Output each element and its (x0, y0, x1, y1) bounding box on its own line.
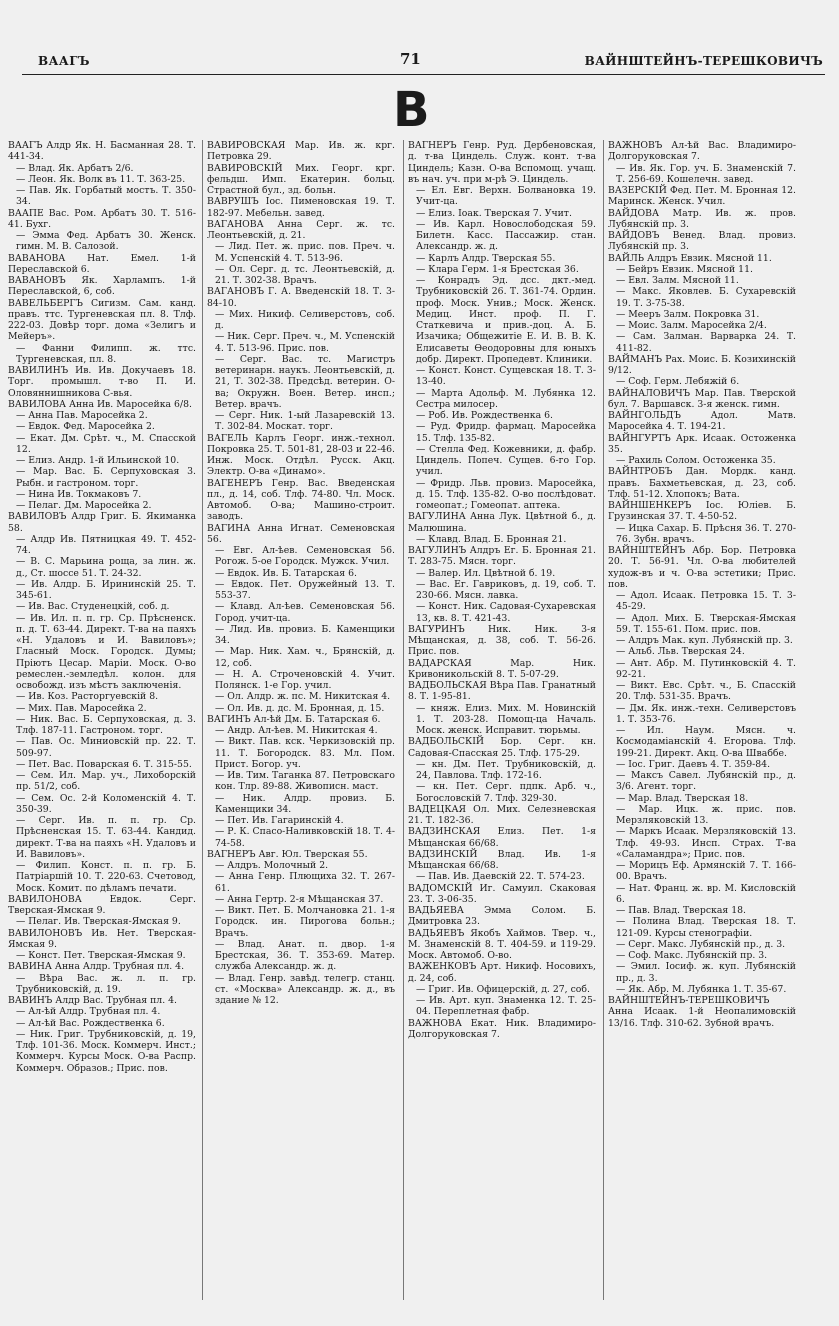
directory-entry: — Пав. Як. Горбатый мостъ. Т. 350-34. (16, 185, 196, 208)
directory-entry: — Рахиль Солом. Остоженка 35. (616, 455, 776, 466)
directory-entry: ВАГУЛИНА Анна Лук. Цвѣтной б., д. Малюшина. (408, 511, 596, 534)
directory-entry: ВАГАНОВЪ Г. А. Введенскiй 18. Т. 3-84-10. (207, 286, 395, 309)
directory-entry: — Ал-ѣй Вас. Рождественка 6. (16, 1017, 165, 1029)
directory-entry: — Алдръ Мак. куп. Лубянскiй пр. 3. (616, 635, 793, 646)
directory-entry: — Лид. Пет. ж. прис. пов. Преч. ч. М. Успенскiй 4. Т. 513-96. (215, 241, 395, 264)
directory-entry: — Ив. Ил. п. п. гр. Ср. Прѣсненск. п. д. Т. 63-44. Директ. Т-ва на паяхъ «Н. Удаловъ и И. Вавиловъ»; Гласный Моск. Городск. Думы; Прiютъ Цесар. Марiи. Моск. О-во ремеслен.-земледѣл. колон. для освобожд. изъ мѣстъ заключенiя. (16, 612, 196, 691)
directory-entry: — Серг. Макс. Лубянскiй пр., д. 3. (616, 938, 786, 950)
directory-entry: — Влад. Як. Арбатъ 2/6. (16, 162, 134, 174)
directory-entry: — Макс. Яковлев. Б. Сухаревскiй 19. Т. 3-75-38. (616, 286, 796, 309)
directory-entry: — Сем. Ос. 2-й Коломенскiй 4. Т. 350-39. (16, 792, 196, 815)
directory-entry: — Ал-ѣй Алдр. Трубная пл. 4. (16, 1006, 161, 1018)
directory-entry: ВАВИРОВСКАЯ Мар. Ив. ж. крг. Петровка 29. (207, 140, 395, 163)
directory-column-2 (207, 140, 395, 1300)
directory-entry: — Алдр Ив. Пятницкая 49. Т. 452-74. (16, 533, 196, 556)
directory-entry: ВАЙНТРОБЪ Дан. Мордк. канд. правъ. Бахметьевская, д. 23, соб. Тлф. 51-12. Хлопокъ; Вата. (608, 466, 796, 500)
directory-entry: — Карлъ Алдр. Тверская 55. (416, 252, 556, 264)
directory-entry: — Мих. Никиф. Селиверстовъ, соб. д. (215, 308, 395, 331)
directory-entry: — Полина Влад. Тверская 18. Т. 121-09. Курсы стенографiи. (616, 916, 796, 939)
directory-entry: — Як. Абр. М. Лубянка 1. Т. 35-67. (616, 983, 787, 995)
directory-entry: ВАЙНГУРТЪ Арк. Исаак. Остоженка 35. (608, 432, 796, 455)
directory-entry: — Пав. Влад. Тверская 18. (616, 905, 747, 916)
directory-entry: — Руд. Фридр. фармац. Маросейка 15. Тлф. 135-82. (416, 421, 596, 444)
directory-entry: ВАВИЛОВЪ Алдр Григ. Б. Якиманка 58. (8, 511, 196, 534)
directory-entry: — Анна Гертр. 2-я Мѣщанская 37. (215, 893, 384, 905)
directory-entry: — Соф. Макс. Лубянскiй пр. 3. (616, 950, 768, 961)
directory-entry: — Мих. Пав. Маросейка 2. (16, 702, 147, 714)
directory-entry: — Роб. Ив. Рождественка 6. (416, 410, 553, 421)
directory-entry: — Елиз. Iоак. Тверская 7. Учит. (416, 207, 572, 219)
directory-entry: — Ол. Серг. д. тс. Леонтьевскiй, д. 21. Т. 302-38. Врачъ. (215, 263, 395, 286)
directory-column-3 (408, 140, 596, 1300)
directory-entry: ВАДЬЯЕВЪ Якобъ Хаймов. Твер. ч., М. Знаменскiй 8. Т. 404-59. и 119-29. Моск. Автомоб. О-во. (408, 927, 596, 961)
directory-entry: — Пет. Ив. Гагаринскiй 4. (215, 815, 344, 826)
directory-entry: ВАВИЛИНЪ Ив. Ив. Докучаевъ 18. Торг. промышл. т-во П. И. Оловяннишникова С-вья. (8, 365, 196, 399)
directory-entry: — Пав. Ив. Даевскiй 22. Т. 574-23. (416, 871, 585, 883)
directory-entry: ВАГИНА Анна Игнат. Семеновская 56. (207, 522, 395, 545)
directory-entry: ВАВИЛОНОВА Евдок. Серг. Тверская-Ямская 9. (8, 893, 196, 916)
directory-entry: — Вѣра Вас. ж. л. п. гр. Трубниковскiй, д. 19. (16, 972, 196, 995)
directory-entry: — Мар. Ицк. ж. прис. пов. Мерзляковскiй 13. (616, 803, 796, 826)
directory-entry: ВАДЬЯЕВА Эмма Солом. Б. Дмитровка 23. (408, 905, 596, 928)
directory-entry: ВАЙНШЕНКЕРЪ Iос. Юлiев. Б. Грузинская 37. Т. 4-50-52. (608, 500, 796, 523)
directory-entry: ВАЖНОВЪ Ал-ѣй Вас. Владимиро-Долгоруковская 7. (608, 140, 796, 163)
directory-entry: ВАЙДОВЪ Венед. Влад. провиз. Лубянскiй пр. 3. (608, 230, 796, 253)
directory-entry: — Ник. Серг. Преч. ч., М. Успенскiй 4. Т. 513-96. Прис. пов. (215, 331, 395, 354)
directory-entry: — Елиз. Андр. 1-й Ильинской 10. (16, 455, 180, 466)
directory-entry: — Сам. Залман. Варварка 24. Т. 411-82. (616, 331, 796, 354)
directory-entry: ВАЗЕРСКIЙ Фед. Пет. М. Бронная 12. Маринск. Женск. Учил. (608, 185, 796, 208)
directory-entry: ВАГУРИНЪ Ник. Ник. 3-я Мѣщанская, д. 38, соб. Т. 56-26. Прис. пов. (408, 623, 596, 658)
directory-entry: — Максъ Савел. Лубянскiй пр., д. 3/6. Агент. торг. (616, 770, 796, 793)
directory-entry: ВАВЕЛЬБЕРГЪ Сигизм. Сам. канд. правъ. ттс. Тургеневская пл. 8. Тлф. 222-03. Довѣр торг. дома «Зелигъ и Мейеръ». (8, 297, 196, 343)
directory-entry: — Н. А. Строченовскiй 4. Учит. Полянск. 1-е Гор. учил. (215, 668, 395, 691)
directory-entry: — Евдок. Ив. Б. Татарская 6. (215, 567, 357, 579)
directory-entry: ВАГНЕРЪ Авг. Юл. Тверская 55. (207, 848, 368, 860)
directory-entry: — Валер. Ил. Цвѣтной б. 19. (416, 567, 556, 579)
directory-entry: ВАДБОЛЬСКIЙ Бор. Серг. кн. Садовая-Спасская 25. Тлф. 175-29. (408, 736, 596, 759)
directory-entry: — Пелаг. Дм. Маросейка 2. (16, 500, 152, 511)
directory-entry: — Мееръ Залм. Покровка 31. (616, 308, 760, 320)
directory-entry: — В. С. Марьина роща, за лин. ж. д., Ст. шоссе 51. Т. 24-32. (16, 556, 196, 579)
directory-entry: — Андр. Ал-ѣев. М. Никитская 4. (215, 725, 378, 736)
directory-entry: ВАГЕЛЬ Карлъ Георг. инж.-технол. Покровка 25. Т. 501-81, 28-03 и 22-46. Инж. Моск. Отдѣл. Русск. Акц. Электр. О-ва «Динамо». (207, 432, 395, 478)
column-divider (603, 140, 604, 1300)
directory-entry: — Ив. Коз. Расторгуевскiй 8. (16, 691, 159, 703)
directory-entry: — Ицка Сахар. Б. Прѣсня 36. Т. 270-76. Зубн. врачъ. (616, 522, 796, 545)
directory-entry: — Дм. Як. инж.-техн. Селиверстовъ 1. Т. 353-76. (616, 702, 796, 725)
directory-entry: ВАДОМСКIЙ Иг. Самуил. Скаковая 23. Т. 3-06-35. (408, 882, 596, 905)
directory-entry: ВАВАНОВЪ Як. Харлампъ. 1-й Переславской, 6, соб. (8, 275, 196, 298)
directory-entry: ВАЙМАНЪ Рах. Моис. Б. Козихинскiй 9/12. (608, 353, 796, 376)
directory-entry: — Р. К. Спасо-Наливковскiй 18. Т. 4-74-58. (215, 826, 395, 849)
directory-entry: — Эмил. Iосиф. ж. куп. Лубянскiй пр., д. 3. (616, 961, 796, 984)
directory-entry: — Ант. Абр. М. Путинковскiй 4. Т. 92-21. (616, 657, 796, 680)
directory-entry: ВАЙДОВА Матр. Ив. ж. пров. Лубянскiй пр. 3. (608, 207, 796, 230)
directory-entry: — Филип. Конст. п. п. гр. Б. Патрiаршiй 10. Т. 220-63. Счетовод, Моск. Комит. по дѣламъ печати. (16, 860, 196, 894)
directory-entry: — Клавд. Ал-ѣев. Семеновская 56. Город. учит-ца. (215, 601, 395, 624)
directory-entry: — Адол. Мих. Б. Тверская-Ямская 59. Т. 155-61. Пом. прис. пов. (616, 612, 796, 635)
directory-entry: — Клавд. Влад. Б. Бронная 21. (416, 533, 567, 545)
directory-entry: — Пет. Вас. Поварская 6. Т. 315-55. (16, 758, 192, 770)
directory-entry: — Конрадъ Эд. дсс. дкт.-мед. Трубниковскiй 26. Т. 361-74. Ордин. проф. Моск. Унив.; Моск. Женск. Медиц. Инст. проф. П. Г. Статкевича и прив.-доц. А. Б. Изачика; Общежитiе Е. И. В. В. К. Елисаветы Ѳеодоровны для юныхъ добр. Директ. Пропедевт. Клиники. (416, 275, 596, 365)
directory-entry: — Викт. Пав. кск. Черкизовскiй пр. 11. Т. Богородск. 83. Мл. Пом. Прист. Богор. уч. (215, 736, 395, 770)
directory-entry: — Мар. Вас. Б. Серпуховская 3. Рыбн. и гастроном. торг. (16, 466, 196, 489)
directory-entry: — Адол. Исаак. Петровка 15. Т. 3-45-29. (616, 590, 796, 613)
directory-entry: — Григ. Ив. Офицерскiй, д. 27, соб. (416, 983, 590, 995)
directory-entry: — Анна Пав. Маросейка 2. (16, 410, 148, 421)
directory-entry: — Ив. Алдр. Б. Ирининскiй 25. Т. 345-61. (16, 578, 196, 601)
directory-entry: — Ник. Вас. Б. Серпуховская, д. 3. Тлф. 187-11. Гастроном. торг. (16, 713, 196, 736)
directory-entry: — Серг. Ив. п. п. гр. Ср. Прѣсненская 15. Т. 63-44. Кандид. директ. Т-ва на паяхъ «Н. Удаловъ и И. Вавиловъ». (16, 815, 196, 860)
header-right-catchword: ВАЙНШТЕЙНЪ-ТЕРЕШКОВИЧЪ (584, 54, 823, 68)
directory-entry: — Евл. Залм. Мясной 11. (616, 275, 739, 286)
directory-entry: — Ил. Наум. Мясн. ч. Космодамiанскiй 4. Егорова. Тлф. 199-21. Директ. Акц. О-ва Шваббе. (616, 725, 796, 759)
directory-entry: — Пелаг. Ив. Тверская-Ямская 9. (16, 916, 181, 928)
directory-entry: — Ив. Вас. Студенецкiй, соб. д. (16, 601, 170, 613)
directory-entry: ВАДБОЛЬСКАЯ Вѣра Пав. Гранатный 8. Т. 1-95-81. (408, 680, 596, 703)
directory-entry: — Лид. Ив. провиз. Б. Каменщики 34. (215, 623, 395, 646)
directory-entry: — кн. Пет. Серг. пдпк. Арб. ч., Богословскiй 7. Тлф. 329-30. (416, 781, 596, 804)
directory-entry: — Алдръ. Молочный 2. (215, 860, 329, 871)
directory-entry: ВАЖЕНКОВЪ Арт. Никиф. Носовихъ, д. 24, соб. (408, 961, 596, 984)
page-number: 71 (400, 50, 421, 68)
directory-entry: — Конст. Конст. Сущевская 18. Т. 3-13-40. (416, 365, 596, 388)
directory-entry: — Соф. Герм. Лебяжiй 6. (616, 376, 740, 388)
directory-entry: — Iос. Григ. Даевъ 4. Т. 359-84. (616, 758, 771, 770)
header-left-catchword: ВААГЪ (38, 54, 90, 68)
directory-entry: — Моис. Залм. Маросейка 2/4. (616, 320, 767, 331)
directory-entry: — Пав. Ос. Миниовскiй пр. 22. Т. 509-97. (16, 736, 196, 759)
directory-entry: ВАВИЛОНОВЪ Ив. Нет. Тверская-Ямская 9. (8, 927, 196, 950)
directory-entry: — Леон. Як. Волк въ 11. Т. 363-25. (16, 173, 186, 185)
directory-entry: ВАЖНОВА Екат. Ник. Владимиро-Долгоруковская 7. (408, 1017, 596, 1040)
directory-entry: — Евдок. Пет. Оружейный 13. Т. 553-37. (215, 578, 395, 601)
directory-entry: — Ол. Алдр. ж. пс. М. Никитская 4. (215, 691, 391, 703)
directory-entry: — Мар. Влад. Тверская 18. (616, 792, 749, 804)
directory-entry: ВАВРУШЪ Iос. Пименовская 19. Т. 182-97. Мебельн. завед. (207, 196, 395, 219)
directory-entry: — Ник. Григ. Трубниковскiй, д. 19, Тлф. 101-36. Моск. Коммерч. Инст.; Коммерч. Курсы Моск. О-ва Распр. Коммерч. Образов.; Прис. пов. (16, 1028, 196, 1074)
directory-entry: — Эмма Фед. Арбатъ 30. Женск. гимн. М. В. Салозой. (16, 230, 196, 253)
directory-entry: — Альб. Льв. Тверская 24. (616, 646, 745, 658)
directory-entry: — Вас. Ег. Гавриковъ, д. 19, соб. Т. 230-66. Мясн. лавка. (416, 578, 596, 601)
directory-entry: — Маркъ Исаак. Мерзляковскiй 13. Тлф. 49-93. Инсп. Страх. Т-ва «Саламандра»; Прис. пов. (616, 826, 796, 860)
directory-entry: — Ив. Як. Гор. уч. Б. Знаменскiй 7. Т. 256-69. Кошелечн. завед. (616, 162, 796, 185)
directory-entry: ВАДЗИНСКАЯ Елиз. Пет. 1-я Мѣщанская 66/68. (408, 826, 596, 849)
column-divider (403, 140, 404, 1300)
directory-entry: ВААПЕ Вас. Ром. Арбатъ 30. Т. 516-41. Бухг. (8, 207, 196, 230)
directory-entry: ВАЙНАЛОВИЧЪ Мар. Пав. Тверской бул. 7. Варшавск. 3-я женск. гимн. (608, 387, 796, 410)
directory-entry: — Конст. Пет. Тверская-Ямская 9. (16, 950, 186, 961)
directory-entry: ВААГЪ Алдр Як. Н. Басманная 28. Т. 441-34. (8, 140, 196, 163)
directory-column-4 (608, 140, 796, 1300)
directory-entry: ВАДЗИНСКIЙ Влад. Ив. 1-я Мѣщанская 66/68. (408, 848, 596, 871)
directory-column-1 (8, 140, 196, 1300)
directory-entry: — Викт. Пет. Б. Молчановка 21. 1-я Городск. ин. Пирогова больн.; Врачъ. (215, 905, 395, 939)
directory-entry: — Клара Герм. 1-я Брестская 36. (416, 263, 579, 275)
section-letter: B (393, 82, 430, 138)
directory-entry: — Анна Генр. Плющиха 32. Т. 267-61. (215, 871, 395, 894)
directory-entry: ВАДЕЦКАЯ Ол. Мих. Селезневская 21. Т. 182-36. (408, 803, 596, 826)
directory-entry: — Бейръ Евзик. Мясной 11. (616, 263, 753, 275)
directory-entry: ВАВИНЪ Алдр Вас. Трубная пл. 4. (8, 995, 177, 1006)
directory-entry: — Евг. Ал-ѣев. Семеновская 56. Рогож. 5-ое Городск. Мужск. Учил. (215, 545, 395, 568)
directory-entry: — княж. Елиз. Мих. М. Новинскiй 1. Т. 203-28. Помощ-ца Началь. Моск. женск. Исправит. тюрьмы. (416, 702, 596, 736)
directory-entry: — Сем. Ил. Мар. уч., Лихоборскiй пр. 51/2, соб. (16, 770, 196, 793)
directory-entry: — Морицъ Еф. Армянскiй 7. Т. 166-00. Врачъ. (616, 860, 796, 883)
running-header (0, 50, 839, 72)
directory-entry: — Евдок. Фед. Маросейка 2. (16, 421, 155, 433)
directory-entry: ВАЙНГОЛЬДЪ Адол. Матв. Маросейка 4. Т. 194-21. (608, 410, 796, 433)
directory-entry: — Ив. Арт. куп. Знаменка 12. Т. 25-04. Переплетная фабр. (416, 995, 596, 1018)
directory-entry: — Ив. Карл. Новослободская 59. Билетн. Касс. Пассажир. стан. Александр. ж. д. (416, 218, 596, 253)
directory-entry: ВАГИНЪ Ал-ѣй Дм. Б. Татарская 6. (207, 713, 381, 725)
directory-entry: ВАВИНА Анна Алдр. Трубная пл. 4. (8, 961, 185, 973)
directory-entry: — Серг. Вас. тс. Магистръ ветеринарн. наукъ. Леонтьевскiй, д. 21, Т. 302-38. Предсѣд. ветерин. О-ва; Окружн. Воен. Ветер. инсп.; Ветер. врачъ. (215, 353, 395, 410)
directory-entry: — Ник. Алдр. провиз. Б. Каменщики 34. (215, 792, 395, 815)
directory-entry: ВАДАРСКАЯ Мар. Ник. Кривоникольскiй 8. Т. 5-07-29. (408, 657, 596, 680)
directory-entry: ВАЙЛЬ Алдръ Евзик. Мясной 11. (608, 252, 772, 264)
directory-entry: — кн. Дм. Пет. Трубниковскiй, д. 24, Павлова. Тлф. 172-16. (416, 758, 596, 781)
directory-entry: — Ол. Ив. д. дс. М. Бронная, д. 15. (215, 702, 385, 714)
directory-entry: ВАГУЛИНЪ Алдръ Ег. Б. Бронная 21. Т. 283-75. Мясн. торг. (408, 545, 596, 568)
directory-entry: ВАГАНОВА Анна Серг. ж. тс. Леонтьевскiй, д. 21. (207, 218, 395, 241)
directory-entry: ВАВАНОВА Нат. Емел. 1-й Переславской 6. (8, 252, 196, 275)
directory-entry: ВАВИРОВСКIЙ Мих. Георг. крг. фельдш. Имп. Екатерин. больц. Страстной бул., зд. больн. (207, 162, 395, 196)
directory-entry: ВАГНЕРЪ Генр. Руд. Дербеновская, д. т-ва Циндель. Служ. конт. т-ва Циндель; Казн. О-ва Вспомощ. учащ. въ нач. уч. при м-рѣ Э. Циндель. (408, 140, 596, 185)
header-rule (22, 74, 825, 75)
directory-entry: — Фанни Филипп. ж. ттс. Тургеневская, пл. 8. (16, 342, 196, 365)
directory-entry: — Стелла Фед. Кожевники, д. фабр. Циндель. Попеч. Сущев. 6-го Гор. учил. (416, 443, 596, 478)
directory-entry: — Екат. Дм. Срѣт. ч., М. Спасской 12. (16, 432, 196, 455)
directory-entry: — Фридр. Льв. провиз. Маросейка, д. 15. Тлф. 135-82. О-во послѣдоват. гомеопат.; Гомеопат. аптека. (416, 477, 596, 511)
directory-entry: — Мар. Ник. Хам. ч., Брянскiй, д. 12, соб. (215, 646, 395, 669)
directory-entry: — Марта Адольф. М. Лубянка 12. Сестра милосер. (416, 387, 596, 410)
directory-entry: ВАЙНШТЕЙНЪ-ТЕРЕШКОВИЧЪ Анна Исаак. 1-й Неопалимовскiй 13/16. Тлф. 310-62. Зубной врачъ. (608, 995, 796, 1029)
column-divider (202, 140, 203, 1300)
directory-entry: — Нат. Франц. ж. вр. М. Кисловскiй 6. (616, 882, 796, 905)
directory-entry: — Ел. Евг. Верхн. Болвановка 19. Учит-ца. (416, 185, 596, 208)
directory-entry: — Ив. Тим. Таганка 87. Петровскаго кон. Тлр. 89-88. Живописн. маст. (215, 770, 395, 793)
directory-entry: ВАВИЛОВА Анна Ив. Маросейка 6/8. (8, 398, 192, 410)
directory-entry: ВАЙНШТЕЙНЪ Абр. Бор. Петровка 20. Т. 56-91. Чл. О-ва любителей худож-въ и ч. О-ва эстетики; Прис. пов. (608, 545, 796, 590)
directory-entry: — Викт. Евс. Срѣт. ч., Б. Спасскiй 20. Тлф. 531-35. Врачъ. (616, 680, 796, 703)
directory-entry: ВАГЕНЕРЪ Генр. Вас. Введенская пл., д. 14, соб. Тлф. 74-80. Чл. Моск. Автомоб. О-ва; Машино-строит. заводъ. (207, 477, 395, 523)
directory-entry: — Влад. Генр. завѣд. телегр. станц. ст. «Москва» Александр. ж. д., въ здание № 12. (215, 972, 395, 1006)
directory-entry: — Нина Ив. Токмаковъ 7. (16, 488, 142, 500)
directory-entry: — Конст. Ник. Садовая-Сухаревская 13, кв. 8. Т. 421-43. (416, 601, 596, 624)
directory-entry: — Серг. Ник. 1-ый Лазаревскiй 13. Т. 302-84. Москат. торг. (215, 410, 395, 433)
directory-entry: — Влад. Анат. п. двор. 1-я Брестская, 36. Т. 353-69. Матер. служба Александр. ж. д. (215, 938, 395, 973)
